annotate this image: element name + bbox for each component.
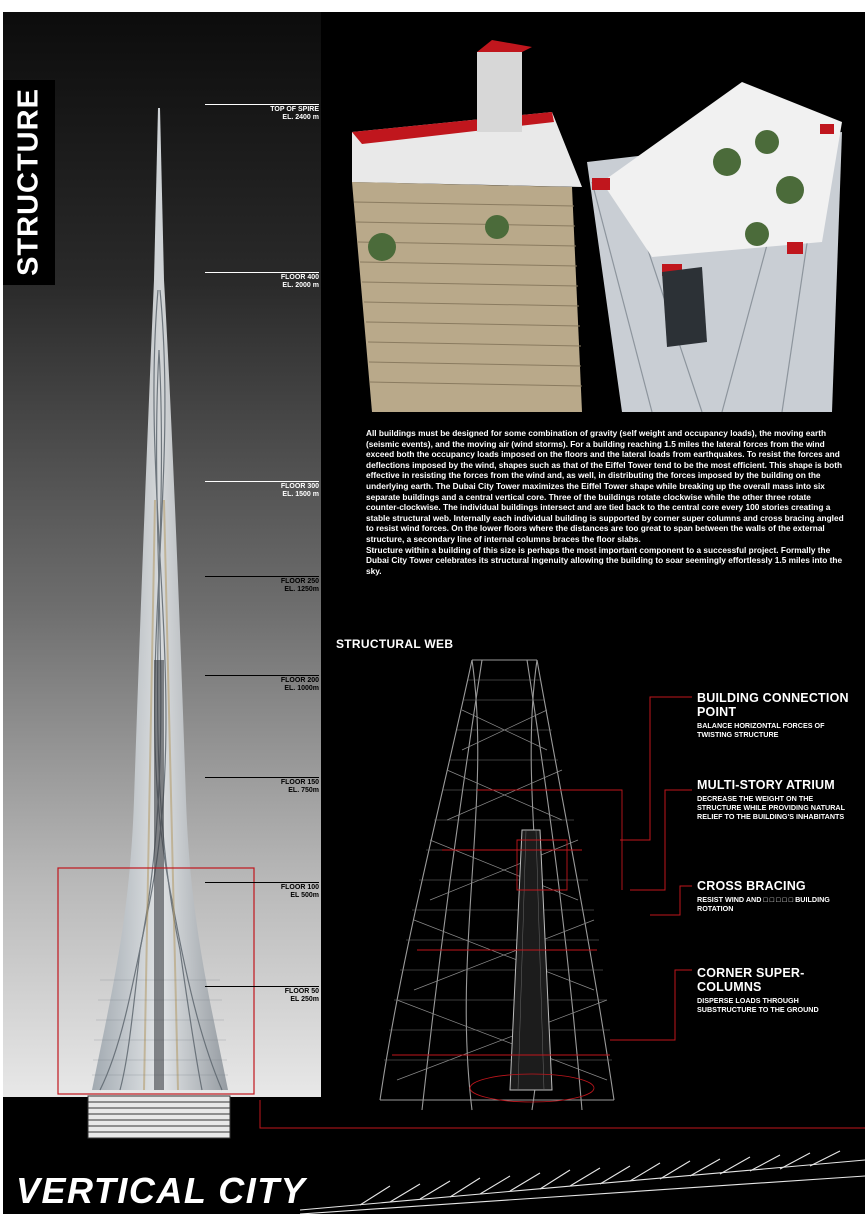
- section-title: STRUCTURE: [12, 88, 45, 276]
- elevation-label-floor-300: FLOOR 300 EL. 1500 m: [205, 483, 319, 499]
- elevation-label-floor-150: FLOOR 150 EL. 750m: [205, 779, 319, 795]
- callout-corner-super-columns: CORNER SUPER-COLUMNS DISPERSE LOADS THROUGH SUBSTRUCTURE TO THE GROUND: [697, 966, 819, 1014]
- elevation-label-floor-250: FLOOR 250 EL. 1250m: [205, 578, 319, 594]
- callout-cross-bracing: CROSS BRACING RESIST WIND AND □ □ □ □ □ BUILDING ROTATION: [697, 879, 830, 913]
- callout-building-connection-point: BUILDING CONNECTION POINT BALANCE HORIZONTAL FORCES OF TWISTING STRUCTURE: [697, 691, 849, 739]
- elevation-label-floor-50: FLOOR 50 EL 250m: [205, 988, 319, 1004]
- bottom-truss-graphic: [300, 1150, 865, 1214]
- description-paragraph: All buildings must be designed for some combination of gravity (self weight and occupancy loads), the moving earth (seismic events), and the moving air (wind storms). For a building reaching 1.5 miles the lateral forces from the wind exceed both the occupancy loads imposed on the floors and the lateral loads from earthquakes. To resist the forces and deflections imposed by the wind, shapes such as that of the Eiffel Tower tend to be the most efficient. This shape is both effective in resisting the forces from the wind and, as well, in distributing the forces imposed by the building on the underlying earth. The Dubai City Tower maximizes the Eiffel Tower shape while breaking up the overall mass into six separate buildings and a central vertical core. Three of the buildings rotate clockwise while the other three rotate counter-clockwise. The individual buildings intersect and are tied back to the central core every 100 stories creating a stable structural web. Internally each individual building is supported by corner super columns and cross bracing angled to resist wind forces. On the lower floors where the distances are too great to span between the walls of the external structure, a secondary line of internal columns braces the floor slabs.: [366, 428, 844, 544]
- elevation-label-spire: TOP OF SPIRE EL. 2400 m: [205, 106, 319, 122]
- elevation-label-floor-200: FLOOR 200 EL. 1000m: [205, 677, 319, 693]
- structural-web-title: STRUCTURAL WEB: [336, 637, 454, 651]
- bottom-margin: [0, 1214, 865, 1224]
- page-title: VERTICAL CITY: [16, 1170, 307, 1211]
- elevation-label-floor-100: FLOOR 100 EL 500m: [205, 884, 319, 900]
- description-paragraph: Structure within a building of this size is perhaps the most important component to a successful project. Formally the Dubai City Tower celebrates its structural ingenuity allowing the building to soar seemingly effortlessly 1.5 miles into the sky.: [366, 544, 843, 576]
- elevation-label-floor-400: FLOOR 400 EL. 2000 m: [205, 274, 319, 290]
- callout-multi-story-atrium: MULTI-STORY ATRIUM DECREASE THE WEIGHT ON THE STRUCTURE WHILE PROVIDING NATURAL RELIEF TO THE BUILDING'S INHABITANTS: [697, 778, 845, 821]
